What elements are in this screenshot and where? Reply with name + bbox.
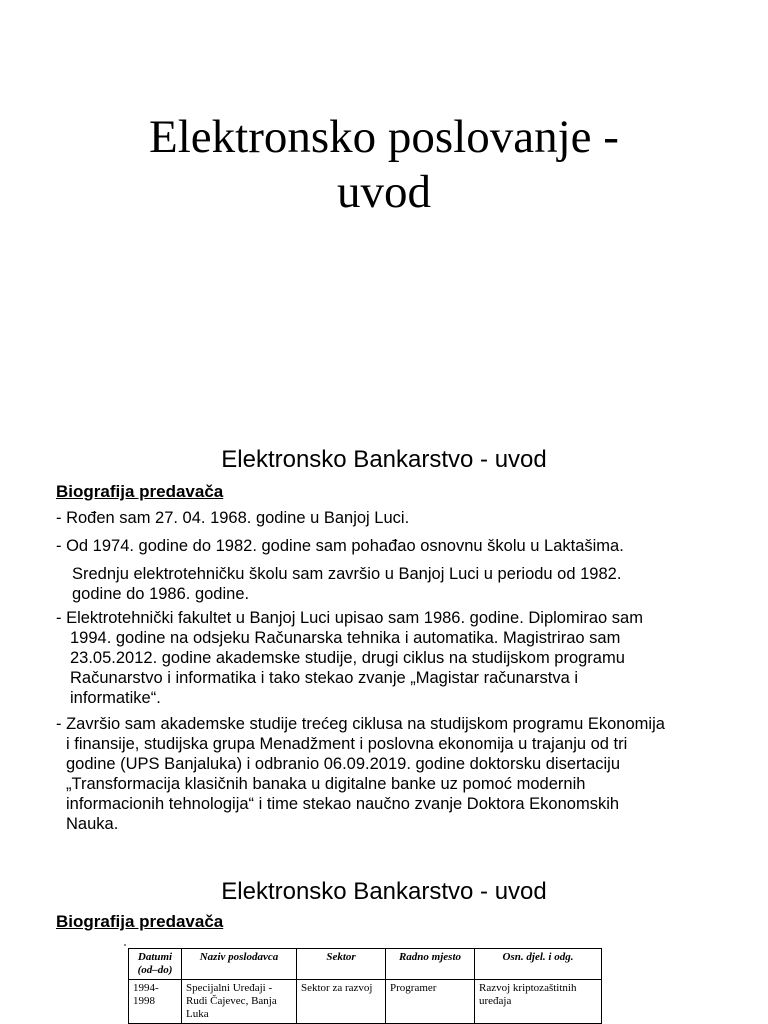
table-header-cell: Osn. djel. i odg. <box>475 949 602 980</box>
bio-paragraph-5-line: „Transformacija klasičnih banaka u digitalne banke uz pomoć modernih <box>66 775 586 793</box>
table-header-row <box>129 949 602 980</box>
table-header-cell: Datumi (od–do) <box>129 949 182 980</box>
slide1-title-line2: uvod <box>337 166 431 218</box>
bio-paragraph-3-line: Srednju elektrotehničku školu sam završio u Banjoj Luci u periodu od 1982. <box>72 565 622 583</box>
bio-paragraph-5 <box>56 714 665 834</box>
bio-paragraph-4-line: 1994. godine na odsjeku Računarska tehnika i automatika. Magistrirao sam <box>70 629 621 647</box>
bio-paragraph-5-line: informacionih tehnologija“ i time stekao naučno zvanje Doktora Ekonomskih <box>66 795 620 813</box>
slide2-bio-heading: Biografija predavača <box>56 482 224 501</box>
table-header-cell: Radno mjesto <box>386 949 475 980</box>
bio-paragraph-5-line: - Završio sam akademske studije trećeg ciklusa na studijskom programu Ekonomija <box>56 715 665 733</box>
table-marker <box>124 944 126 946</box>
table-cell: Razvoj kriptozaštitnih uređaja <box>475 980 602 1024</box>
slide2-title: Elektronsko Bankarstvo - uvod <box>221 446 547 473</box>
bio-paragraph-4 <box>56 608 643 708</box>
slide1-title <box>0 110 768 220</box>
bio-paragraph-2: - Od 1974. godine do 1982. godine sam pohađao osnovnu školu u Laktašima. <box>56 537 624 555</box>
table-row <box>129 980 602 1024</box>
slide3-bio-heading: Biografija predavača <box>56 912 224 931</box>
slide2 <box>0 444 768 476</box>
bio-paragraph-4-line: 23.05.2012. godine akademske studije, drugi ciklus na studijskom programu <box>70 649 625 667</box>
bio-paragraph-4-line: - Elektrotehnički fakultet u Banjoj Luci upisao sam 1986. godine. Diplomirao sam <box>56 609 643 627</box>
table-cell: Programer <box>386 980 475 1024</box>
slide3-title: Elektronsko Bankarstvo - uvod <box>221 878 547 905</box>
table-cell: Specijalni Uređaji - Rudi Čajevec, Banja Luka <box>182 980 297 1024</box>
table-cell: 1994-1998 <box>129 980 182 1024</box>
employment-table <box>128 948 602 1024</box>
bio-paragraph-3 <box>72 564 621 604</box>
bio-paragraph-4-line: informatike“. <box>70 689 161 707</box>
bio-paragraph-3-line: godine do 1986. godine. <box>72 585 250 603</box>
table-header-cell: Naziv poslodavca <box>182 949 297 980</box>
bio-paragraph-4-line: Računarstvo i informatika i tako stekao zvanje „Magistar računarstva i <box>70 669 579 687</box>
table-header-cell: Sektor <box>297 949 386 980</box>
slide1-title-line1: Elektronsko poslovanje - <box>149 111 619 163</box>
bio-paragraph-5-line: godine (UPS Banjaluka) i odbranio 06.09.2019. godine doktorsku disertaciju <box>66 755 621 773</box>
bio-paragraph-5-line: Nauka. <box>66 815 119 833</box>
table-cell: Sektor za razvoj <box>297 980 386 1024</box>
bio-paragraph-5-line: i finansije, studijska grupa Menadžment i poslovna ekonomija u trajanju od tri <box>66 735 628 753</box>
bio-paragraph-1: - Rođen sam 27. 04. 1968. godine u Banjoj Luci. <box>56 509 410 527</box>
